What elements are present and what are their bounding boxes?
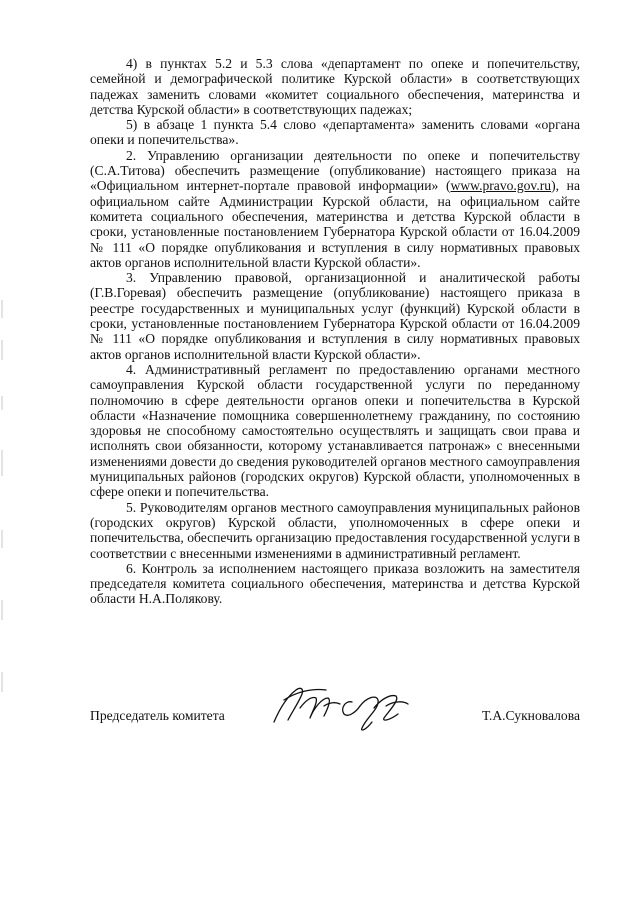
paragraph-section-5: 5. Руководителям органов местного самоуправления муниципальных районов (городских округов) Курской области, уполномоченных в сфере опеки и попечительства, обеспечить организацию предоставления государственной услуги в соответствии с внесенными изменениями в административный регламент. [90, 499, 580, 561]
signature-row [90, 700, 580, 740]
paragraph-section-4: 4. Административный регламент по предоставлению органами местного самоуправления Курской области государственной услуги по переданному полномочию в сфере деятельности органов опеки и попечительства в Курской области «Назначение помощника совершеннолетнему гражданину, по состоянию здоровья не способному самостоятельно осуществлять и защищать свои права и исполнять свои обязанности, которому устанавливается патронаж» с внесенными изменениями довести до сведения руководителей органов местного самоуправления муниципальных районов (городских округов) Курской области, уполномоченных в сфере опеки и попечительства. [90, 361, 580, 500]
paragraph-section-6: 6. Контроль за исполнением настоящего приказа возложить на заместителя председателя комитета социального обеспечения, материнства и детства Курской области Н.А.Полякову. [90, 560, 580, 607]
paragraph-section-2: 2. Управлению организации деятельности по опеке и попечительству (С.А.Титова) обеспечить размещение (опубликование) настоящего приказа на «Официальном интернет-портале правовой информации» (www.pravo.gov.ru), на официальном сайте Администрации Курской области, на официальном сайте комитета социального обеспечения, материнства и детства Курской области в сроки, установленные постановлением Губернатора Курской области от 16.04.2009 № 111 «О порядке опубликования и вступления в силу нормативных правовых актов органов исполнительной власти Курской области». [90, 147, 580, 270]
signatory-name: Т.А.Сукновалова [481, 708, 580, 723]
handwritten-signature [266, 678, 416, 734]
signatory-title: Председатель комитета [90, 708, 225, 723]
margin-marks [0, 300, 6, 720]
document-body [90, 56, 580, 607]
pravo-link[interactable]: www.pravo.gov.ru [450, 178, 552, 194]
paragraph-section-3: 3. Управлению правовой, организационной и аналитической работы (Г.В.Горевая) обеспечить размещение (опубликование) настоящего приказа в реестре государственных и муниципальных услуг (функций) Курской области в сроки, установленные постановлением Губернатора Курской области от 16.04.2009 № 111 «О порядке опубликования и вступления в силу нормативных правовых актов органов исполнительной власти Курской области». [90, 270, 580, 362]
paragraph-item-5: 5) в абзаце 1 пункта 5.4 слово «департамента» заменить словами «органа опеки и попечительства». [90, 117, 580, 148]
paragraph-item-4: 4) в пунктах 5.2 и 5.3 слова «департамент по опеке и попечительству, семейной и демографической политике Курской области» в соответствующих падежах заменить словами «комитет социального обеспечения, материнства и детства Курской области» в соответствующих падежах; [90, 56, 580, 117]
